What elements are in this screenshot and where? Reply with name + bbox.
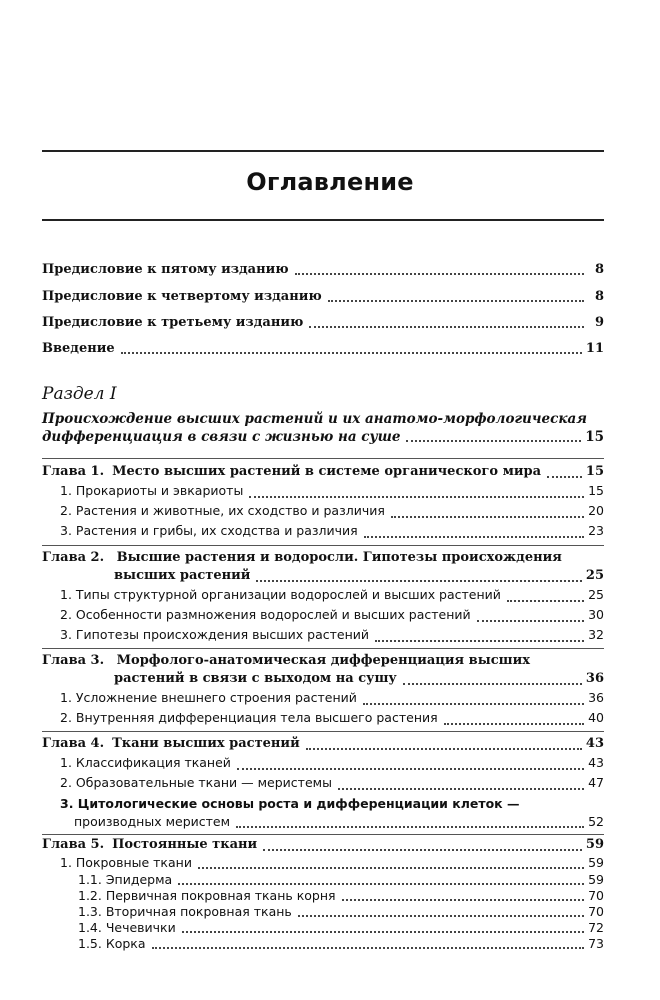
chapter-title: Морфолого-анатомическая дифференциация высших [116,653,531,668]
chapter-5 [42,836,604,952]
chapter-heading[interactable] [42,735,604,753]
dot-leader [391,516,584,518]
chapter-1 [42,463,604,541]
chapter-divider [42,458,604,459]
subitem-page: 70 [588,888,604,903]
dot-leader [263,849,582,851]
dot-leader [298,915,584,917]
dot-leader [249,496,584,498]
section-label: Раздел I [42,384,117,404]
dot-leader [182,931,584,933]
chapter-title: Высшие растения и водоросли. Гипотезы происхождения [116,550,562,565]
chapter-item[interactable] [42,605,604,625]
dot-leader [444,723,584,725]
dot-leader [406,440,581,442]
chapter-2 [42,549,604,645]
dot-leader [178,883,584,885]
item-page: 15 [588,483,604,498]
chapter-prefix: Глава 5. [42,837,105,852]
chapter-3 [42,652,604,728]
dot-leader [328,300,584,302]
toc-entry[interactable] [42,315,604,331]
item-label: 2. Растения и животные, их сходство и различия [60,503,385,518]
chapter-title: Место высших растений в системе органического мира [112,464,542,479]
chapter-page: 25 [585,568,604,583]
chapter-item[interactable] [42,708,604,728]
chapter-4 [42,735,604,831]
item-label: 1. Покровные ткани [60,855,192,870]
section-title-row [42,429,604,445]
chapter-heading[interactable] [42,670,604,688]
dot-leader [306,748,582,750]
chapter-divider [42,731,604,732]
entry-page: 8 [594,289,604,304]
chapter-prefix: Глава 1. [42,464,105,479]
dot-leader [338,788,584,790]
dot-leader [363,703,584,705]
chapter-page: 43 [585,736,604,751]
chapter-heading-line1[interactable] [42,652,604,670]
chapter-title-line2: высших растений [114,568,251,583]
entry-label: Предисловие к пятому изданию [42,262,289,277]
item-page: 59 [588,855,604,870]
item-label: 2. Особенности размножения водорослей и высших растений [60,607,471,622]
dot-leader [198,867,584,869]
item-page: 23 [588,523,604,538]
subitem-label: 1.4. Чечевички [78,920,176,935]
entry-page: 11 [585,341,604,356]
dot-leader [403,683,582,685]
item-page: 36 [588,690,604,705]
chapter-subitem[interactable] [42,904,604,920]
chapter-item[interactable] [42,521,604,541]
chapter-item[interactable] [42,481,604,501]
chapter-heading[interactable] [42,836,604,854]
chapter-heading[interactable] [42,567,604,585]
dot-leader [121,352,582,354]
chapter-divider [42,834,604,835]
section-title-entry[interactable] [42,410,604,445]
chapter-page: 36 [585,671,604,686]
item-page: 43 [588,755,604,770]
dot-leader [237,768,584,770]
chapter-divider [42,648,604,649]
chapter-prefix: Глава 2. [42,550,105,565]
item-row [60,813,604,831]
dot-leader [152,947,585,949]
item-label-line2: производных меристем [74,814,231,829]
toc-entry[interactable] [42,289,604,305]
item-page: 47 [588,775,604,790]
chapter-item[interactable] [42,501,604,521]
chapter-subitem[interactable] [42,920,604,936]
subitem-label: 1.1. Эпидерма [78,872,173,887]
item-label: 3. Гипотезы происхождения высших растений [60,627,370,642]
dot-leader [477,620,584,622]
dot-leader [547,476,582,478]
item-label: 2. Образовательные ткани — меристемы [60,775,332,790]
item-page: 25 [588,587,604,602]
chapter-prefix: Глава 3. [42,653,105,668]
dot-leader [256,580,581,582]
item-page: 20 [588,503,604,518]
item-label: 1. Прокариоты и эвкариоты [60,483,244,498]
section-title-line1: Происхождение высших растений и их анатомо-морфологическая [42,411,587,427]
item-label: 3. Растения и грибы, их сходства и различия [60,523,358,538]
subitem-label: 1.5. Корка [78,936,146,951]
subitem-page: 72 [588,920,604,935]
chapter-item[interactable] [42,854,604,872]
subitem-page: 73 [588,936,604,951]
item-label: 1. Типы структурной организации водорослей и высших растений [60,587,501,602]
item-label: 1. Классификация тканей [60,755,231,770]
chapter-title: Ткани высших растений [112,736,300,751]
chapter-item-multiline[interactable] [42,793,604,831]
chapter-subitem[interactable] [42,888,604,904]
chapter-item[interactable] [42,625,604,645]
section-title-line2: дифференциация в связи с жизнью на суше [42,429,401,445]
page-title: Оглавление [246,168,414,196]
entry-label: Введение [42,341,115,356]
dot-leader [375,640,584,642]
chapter-subitem[interactable] [42,936,604,952]
chapter-subitem[interactable] [42,872,604,888]
chapter-item[interactable] [42,688,604,708]
chapter-divider [42,545,604,546]
subitem-label: 1.3. Вторичная покровная ткань [78,904,292,919]
dot-leader [364,536,584,538]
item-label: 3. Цитологические основы роста и дифференциации клеток — [60,796,520,811]
dot-leader [507,600,584,602]
subitem-label: 1.2. Первичная покровная ткань корня [78,888,336,903]
chapter-item[interactable] [42,585,604,605]
chapter-item[interactable] [42,753,604,773]
chapter-prefix: Глава 4. [42,736,105,751]
chapter-page: 59 [585,837,604,852]
dot-leader [295,273,584,275]
dot-leader [236,826,584,828]
subitem-page: 59 [588,872,604,887]
entry-page: 8 [594,262,604,277]
top-rule [42,150,604,152]
chapter-page: 15 [585,464,604,479]
title-bottom-rule [42,219,604,221]
chapter-heading-line1[interactable] [42,549,604,567]
entry-label: Предисловие к четвертому изданию [42,289,322,304]
item-page: 32 [588,627,604,642]
entry-page: 9 [594,315,604,330]
chapter-title: Постоянные ткани [112,837,258,852]
entry-page: 15 [585,429,604,445]
dot-leader [309,326,584,328]
item-page: 52 [588,814,604,829]
toc-entry[interactable] [42,341,604,357]
entry-label: Предисловие к третьему изданию [42,315,304,330]
toc-entry[interactable] [42,262,604,278]
item-page: 30 [588,607,604,622]
item-label: 1. Усложнение внешнего строения растений [60,690,357,705]
chapter-heading[interactable] [42,463,604,481]
chapter-item[interactable] [42,773,604,793]
item-label: 2. Внутренняя дифференциация тела высшего растения [60,710,438,725]
subitem-page: 70 [588,904,604,919]
dot-leader [342,899,584,901]
chapter-title-line2: растений в связи с выходом на сушу [114,671,397,686]
item-page: 40 [588,710,604,725]
